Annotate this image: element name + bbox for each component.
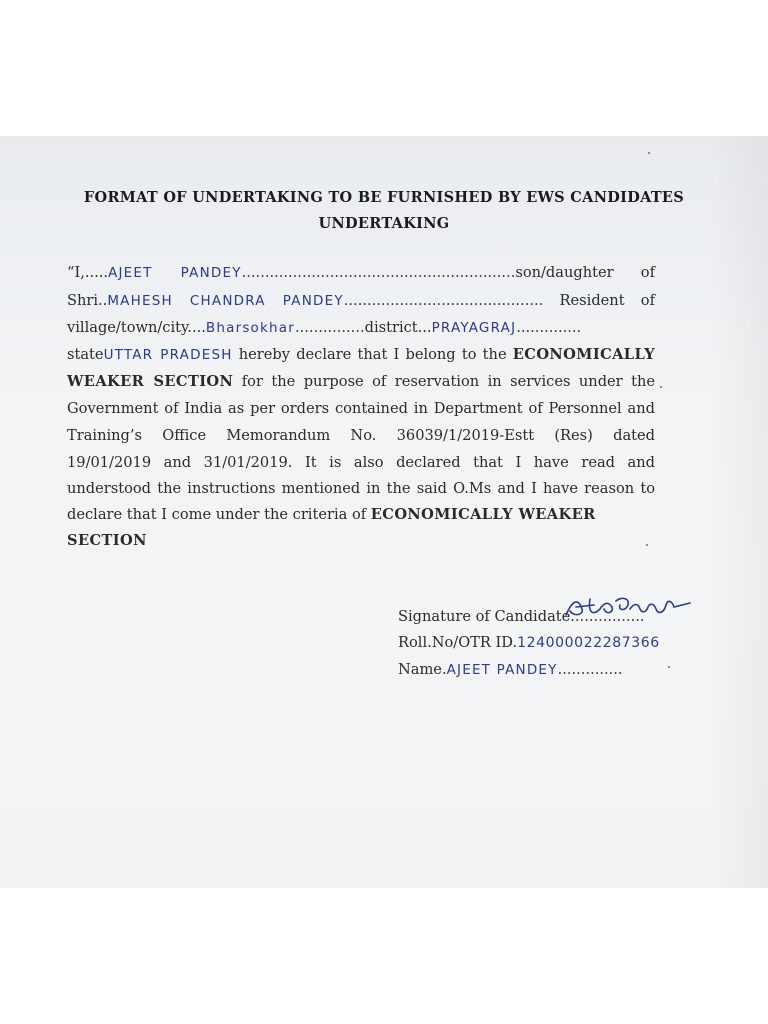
declaration-line-10: declare that I come under the criteria of ECONOMICALLY WEAKER [67, 506, 596, 523]
father-name-handwritten: MAHESH CHANDRA PANDEY [107, 293, 344, 309]
paper-speck [660, 386, 662, 388]
village-handwritten: Bharsokhar [205, 320, 296, 336]
declaration-line-6: Government of India as per orders contained in Department of Personnel and [67, 400, 655, 417]
signature-line: Signature of Candidate................ [398, 608, 645, 625]
handwritten-signature [560, 591, 695, 627]
declaration-line-9: understood the instructions mentioned in the said O.Ms and I have reason to [67, 480, 655, 497]
name-line: Name.AJEET PANDEY.............. [398, 661, 623, 678]
roll-number-line: Roll.No/OTR ID.124000022287366 [398, 634, 660, 651]
declaration-line-11: SECTION [67, 532, 147, 549]
district-handwritten: PRAYAGRAJ [431, 320, 517, 336]
paper-speck [648, 152, 650, 154]
roll-number-handwritten: 124000022287366 [517, 635, 660, 651]
document-title: FORMAT OF UNDERTAKING TO BE FURNISHED BY EWS CANDIDATES [83, 189, 685, 206]
name-handwritten: AJEET PANDEY [446, 662, 558, 678]
declaration-line-8: 19/01/2019 and 31/01/2019. It is also declared that I have read and [67, 454, 655, 471]
document-photo [0, 136, 768, 888]
document-subtitle: UNDERTAKING [318, 215, 450, 232]
state-handwritten: UTTAR PRADESH [103, 347, 233, 363]
paper-speck [668, 666, 670, 668]
paper-speck [646, 544, 648, 546]
candidate-name-handwritten: AJEET PANDEY [108, 265, 242, 281]
declaration-line-5: WEAKER SECTION for the purpose of reservation in services under the [67, 373, 656, 390]
declaration-line-2: Shri..MAHESH CHANDRA PANDEY........................................... Resident of [67, 292, 655, 309]
declaration-line-3: village/town/city....Bharsokhar...............district...PRAYAGRAJ.............. [67, 319, 582, 336]
declaration-line-7: Training’s Office Memorandum No. 36039/1/2019-Estt (Res) dated [67, 427, 655, 444]
declaration-line-4: stateUTTAR PRADESH hereby declare that I belong to the ECONOMICALLY [67, 346, 656, 363]
declaration-line-1: “I,.....AJEET PANDEY...........................................................son/daughter of [67, 264, 655, 281]
